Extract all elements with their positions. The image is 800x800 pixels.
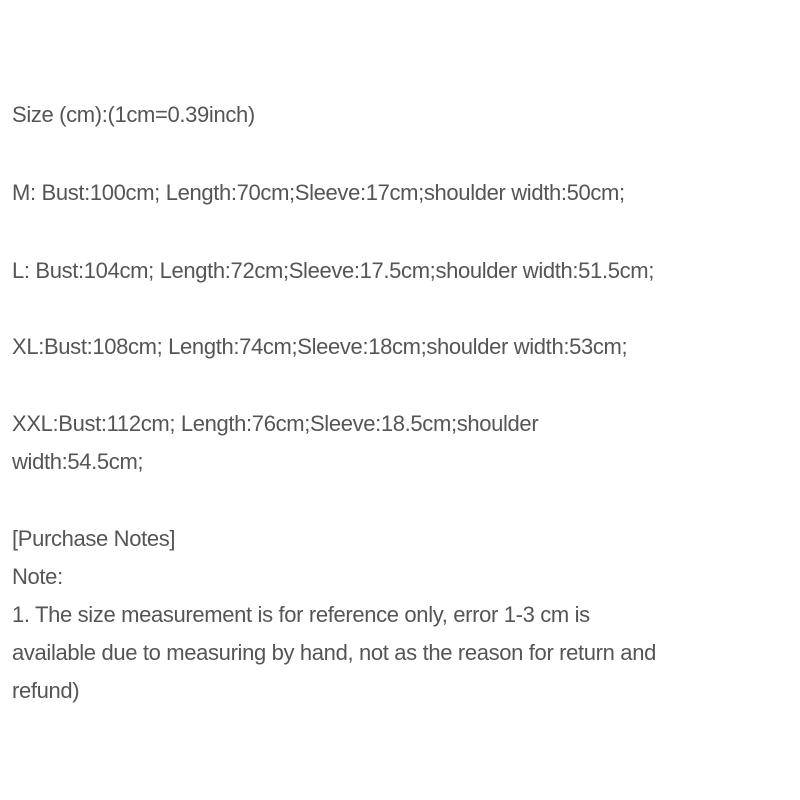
note-line-1: 1. The size measurement is for reference only, error 1-3 cm is [12,602,590,627]
size-row-m: M: Bust:100cm; Length:70cm;Sleeve:17cm;shoulder width:50cm; [12,180,625,205]
size-row-xxl-line-2: width:54.5cm; [12,449,144,474]
size-row-xxl-line-1: XXL:Bust:112cm; Length:76cm;Sleeve:18.5cm;shoulder [12,411,539,436]
purchase-notes [12,520,782,710]
size-heading: Size (cm):(1cm=0.39inch) [12,102,255,127]
purchase-notes-heading: [Purchase Notes] [12,526,176,551]
note-line-3: refund) [12,678,80,703]
size-row-xl: XL:Bust:108cm; Length:74cm;Sleeve:18cm;shoulder width:53cm; [12,334,628,359]
note-label: Note: [12,564,63,589]
size-row-xxl [12,405,782,481]
note-line-2: available due to measuring by hand, not as the reason for return and [12,640,656,665]
size-row-l: L: Bust:104cm; Length:72cm;Sleeve:17.5cm;shoulder width:51.5cm; [12,258,654,283]
